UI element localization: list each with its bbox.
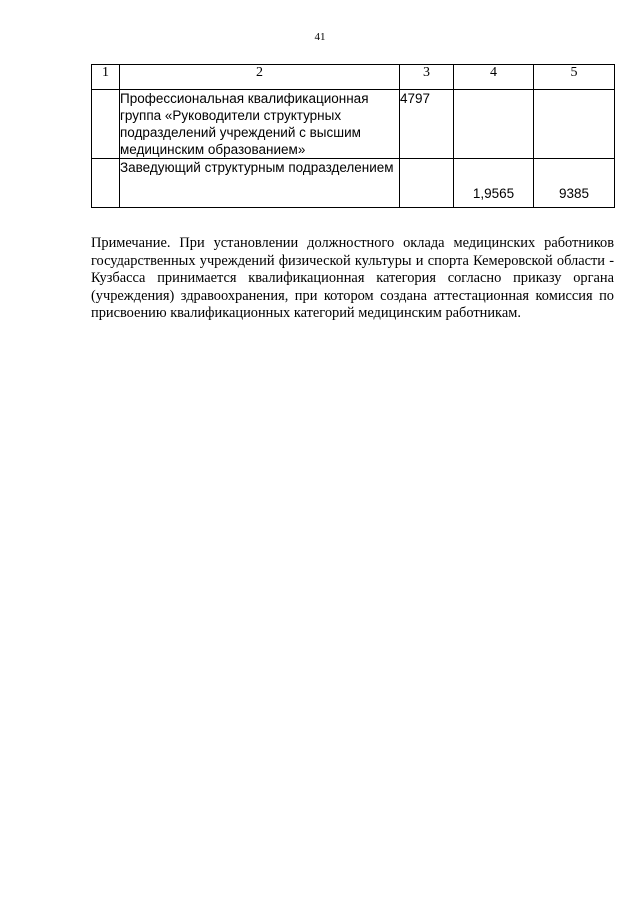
column-header-3: 3 — [400, 65, 454, 90]
position-name-cell: Заведующий структурным подразделением — [120, 159, 400, 208]
page-number: 41 — [314, 31, 326, 43]
coefficient-cell: 1,9565 — [454, 159, 534, 208]
row-cell-index — [92, 90, 120, 159]
column-header-2: 2 — [120, 65, 400, 90]
column-header-4: 4 — [454, 65, 534, 90]
base-salary-cell — [400, 159, 454, 208]
coefficient-cell — [454, 90, 534, 159]
base-salary-cell: 4797 — [400, 90, 454, 159]
column-header-1: 1 — [92, 65, 120, 90]
row-cell-index — [92, 159, 120, 208]
salary-table — [91, 64, 615, 208]
table-header-row — [92, 65, 615, 90]
column-header-5: 5 — [534, 65, 615, 90]
salary-cell — [534, 90, 615, 159]
group-name-cell: Профессиональная квалификационная группа «Руководители структурных подразделений учреждений с высшим медицинским образованием» — [120, 90, 400, 159]
salary-cell: 9385 — [534, 159, 615, 208]
note-paragraph: Примечание. При установлении должностного оклада медицинских работников государственных учреждений физической культуры и спорта Кемеровской области - Кузбасса принимается квалификационная категория согласно приказу органа (учреждения) здравоохранения, при котором создана аттестационная комиссия по присвоению квалификационных категорий медицинским работникам. — [91, 235, 614, 322]
table-row — [92, 159, 615, 208]
table-row — [92, 90, 615, 159]
